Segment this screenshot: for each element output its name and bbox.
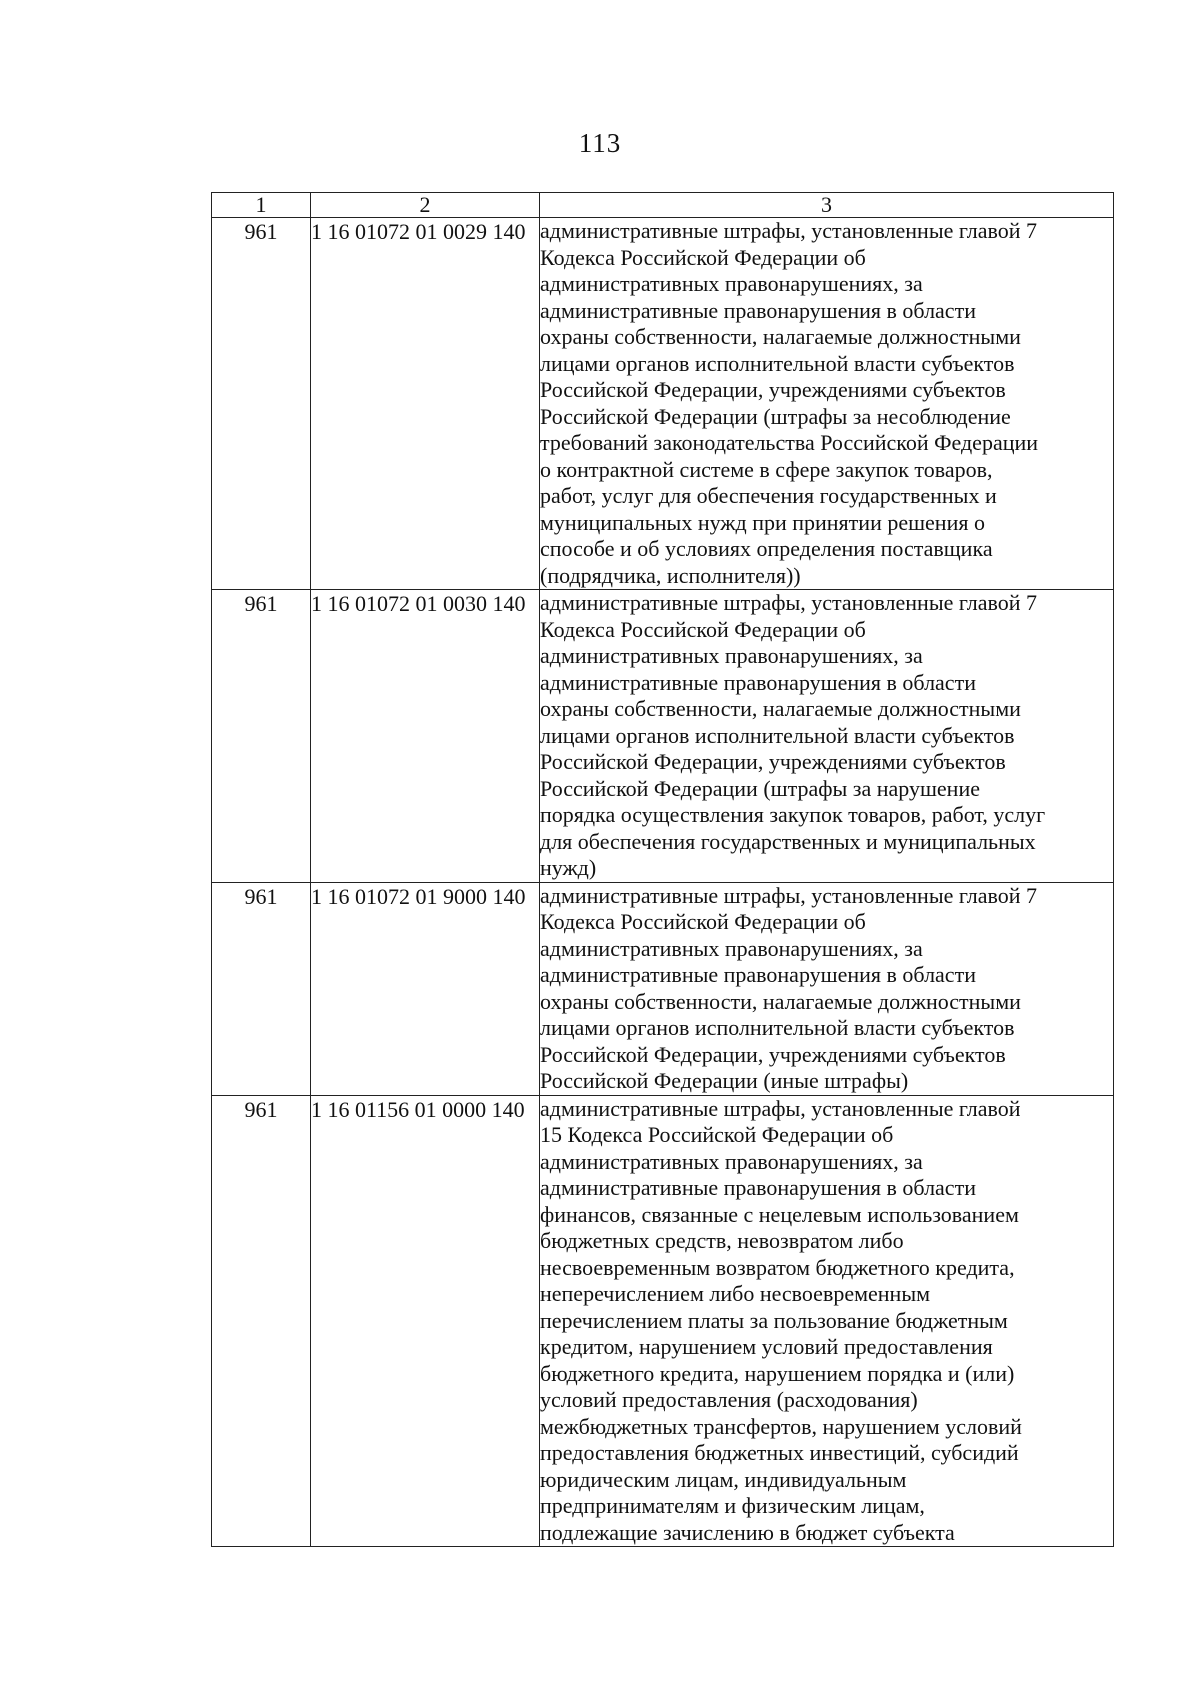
budget-classification-code-cell: 1 16 01156 01 0000 140 [311,1095,540,1547]
description-cell [540,882,1114,1095]
description-line: административные правонарушения в области [540,669,976,695]
description-line: кредитом, нарушением условий предоставления [540,1334,993,1359]
description-line: Российской Федерации (штрафы за несоблюдение [540,403,1011,429]
description-line: охраны собственности, налагаемые должностными [540,324,1021,349]
budget-classification-code-cell: 1 16 01072 01 0030 140 [311,590,540,883]
description-line: работ, услуг для обеспечения государственных и [540,483,997,508]
description-line: неперечислением либо несвоевременным [540,1281,931,1306]
description-line: административных правонарушениях, за [540,643,923,668]
table-row [212,882,1114,1095]
description-line: предпринимателям и физическим лицам, [540,1493,925,1518]
description-line: юридическим лицам, индивидуальным [540,1466,907,1492]
description-line: бюджетного кредита, нарушением порядка и (или) [540,1360,1015,1386]
table-header-row [212,193,1114,218]
description-cell [540,1095,1114,1547]
admin-code-cell: 961 [212,1095,311,1547]
description-line: Кодекса Российской Федерации об [540,909,866,934]
table-row [212,218,1114,590]
description-line: административные штрафы, установленные главой 7 [540,218,1038,243]
description-cell [540,590,1114,883]
table-row [212,590,1114,883]
description-line: подлежащие зачислению в бюджет субъекта [540,1519,955,1545]
description-line: лицами органов исполнительной власти субъектов [540,350,1015,376]
budget-classification-code-cell: 1 16 01072 01 9000 140 [311,882,540,1095]
description-line: требований законодательства Российской Федерации [540,430,1039,455]
description-line: Российской Федерации, учреждениями субъектов [540,749,1006,774]
table-row [212,1095,1114,1547]
description-line: предоставления бюджетных инвестиций, субсидий [540,1440,1019,1465]
description-line: Российской Федерации, учреждениями субъектов [540,1041,1006,1067]
description-line: межбюджетных трансфертов, нарушением условий [540,1413,1022,1439]
description-line: финансов, связанные с нецелевым использованием [540,1201,1019,1227]
description-line: охраны собственности, налагаемые должностными [540,696,1021,721]
description-line: Российской Федерации (штрафы за нарушение [540,775,980,801]
description-line: административные правонарушения в области [540,297,976,323]
admin-code-cell: 961 [212,590,311,883]
description-line: бюджетных средств, невозвратом либо [540,1228,904,1253]
revenue-codes-table [211,192,1114,1547]
description-line: для обеспечения государственных и муниципальных [540,828,1036,854]
description-line: административных правонарушениях, за [540,935,923,961]
description-line: Российской Федерации (иные штрафы) [540,1068,909,1093]
description-line: способе и об условиях определения поставщика [540,536,993,561]
description-line: лицами органов исполнительной власти субъектов [540,1015,1015,1040]
description-line: административных правонарушениях, за [540,271,923,296]
description-line: несвоевременным возвратом бюджетного кредита, [540,1254,1015,1280]
header-col-1: 1 [212,193,311,218]
description-line: административные штрафы, установленные главой 7 [540,882,1038,908]
header-col-2: 2 [311,193,540,218]
description-line: муниципальных нужд при принятии решения о [540,509,985,535]
description-line: охраны собственности, налагаемые должностными [540,988,1021,1014]
budget-classification-code-cell: 1 16 01072 01 0029 140 [311,218,540,590]
description-line: Кодекса Российской Федерации об [540,244,866,270]
description-line: административные штрафы, установленные главой [540,1095,1021,1121]
description-line: перечислением платы за пользование бюджетным [540,1307,1008,1333]
description-line: Российской Федерации, учреждениями субъектов [540,377,1006,402]
page-number: 113 [578,128,622,158]
header-col-3: 3 [540,193,1114,218]
admin-code-cell: 961 [212,218,311,590]
description-line: 15 Кодекса Российской Федерации об [540,1122,894,1147]
description-line: лицами органов исполнительной власти субъектов [540,722,1015,748]
description-line: нужд) [540,855,597,880]
description-line: административные правонарушения в области [540,1175,976,1200]
description-line: административные правонарушения в области [540,962,976,987]
description-cell [540,218,1114,590]
description-line: административных правонарушениях, за [540,1148,923,1174]
description-line: (подрядчика, исполнителя)) [540,562,801,588]
description-line: административные штрафы, установленные главой 7 [540,590,1038,615]
description-line: о контрактной системе в сфере закупок товаров, [540,456,993,482]
description-line: Кодекса Российской Федерации об [540,616,866,642]
admin-code-cell: 961 [212,882,311,1095]
description-line: порядка осуществления закупок товаров, работ, услуг [540,802,1046,827]
description-line: условий предоставления (расходования) [540,1387,918,1412]
